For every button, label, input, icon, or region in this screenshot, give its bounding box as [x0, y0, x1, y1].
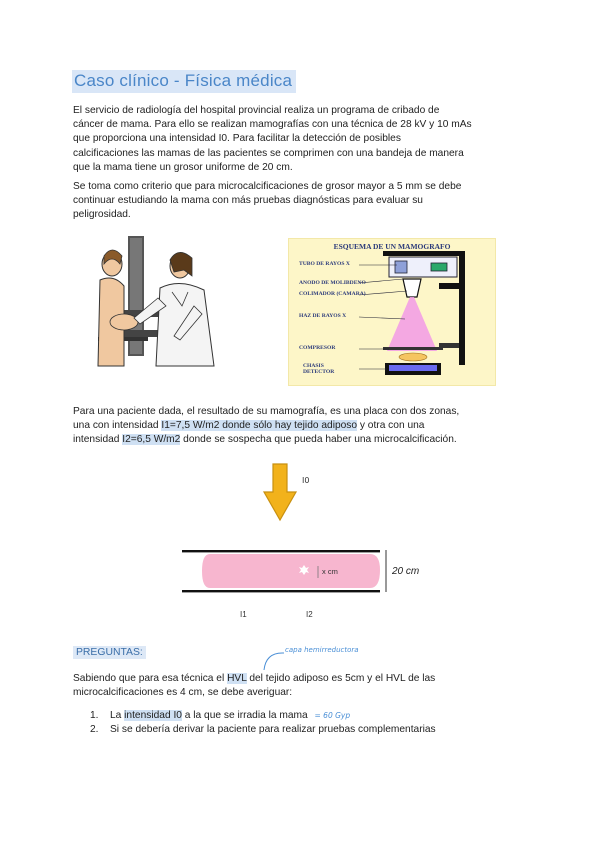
schema-label-compressor: COMPRESOR — [299, 345, 336, 351]
i1-highlight: I1=7,5 W/m2 donde sólo hay tejido adiposo — [161, 420, 358, 432]
text-span: del tejido adiposo es 5cm y el HVL de las — [246, 673, 436, 684]
text-span: a la que se irradia la mama — [181, 710, 308, 721]
text-span: y otra con una — [357, 420, 425, 432]
schema-label-collimator: COLIMADOR (CAMARA) — [299, 291, 366, 297]
schema-label-beam: HAZ DE RAYOS X — [299, 313, 347, 319]
patient-line: Para una paciente dada, el resultado de su mamografía, es una placa con dos zonas, — [73, 406, 460, 417]
text-span: La — [110, 710, 125, 721]
questions-intro-line: microcalcificaciones es 4 cm, se debe averiguar: — [73, 687, 293, 699]
schema-label-anode: ANODO DE MOLIBDENO — [299, 280, 366, 286]
questions-intro-line — [73, 672, 435, 686]
criterion-line: peligrosidad. — [73, 209, 131, 221]
intro-line: que proporciona una intensidad I0. Para facilitar la detección de posibles — [73, 133, 401, 145]
intro-paragraph — [73, 104, 472, 175]
mammography-illustration — [94, 236, 228, 384]
xcm-label: x cm — [322, 567, 338, 576]
hvl-highlight: HVL — [227, 673, 247, 684]
annotation-arrow-icon — [258, 650, 288, 672]
question-number: 1. — [90, 710, 99, 721]
patient-paragraph — [73, 405, 459, 448]
attenuation-figure — [180, 462, 430, 622]
criterion-paragraph — [73, 180, 461, 223]
intro-line: cáncer de mama. Para ello se realizan mamografías con una técnica de 28 kV y 10 mAs — [73, 119, 472, 131]
questions-intro — [73, 672, 435, 700]
questions-list — [90, 709, 436, 737]
mammograph-schema — [288, 238, 496, 386]
handwritten-note: = 60 Gyp — [314, 711, 351, 720]
schema-label-detector-text: DETECTOR — [303, 369, 335, 376]
i0-highlight: intensidad I0 — [124, 710, 182, 721]
intro-line: El servicio de radiología del hospital provincial realiza un programa de cribado de — [73, 105, 440, 116]
i2-highlight: I2=6,5 W/m2 — [122, 434, 181, 446]
text-span: donde se sospecha que pueda haber una microcalcificación. — [180, 434, 457, 446]
question-item — [90, 709, 436, 723]
text-span: Si se debería derivar la paciente para realizar pruebas complementarias — [110, 724, 436, 735]
criterion-line: Se toma como criterio que para microcalcificaciones de grosor mayor a 5 mm se debe — [73, 181, 462, 192]
text-span: una con intensidad — [73, 420, 162, 432]
i0-label: I0 — [302, 476, 310, 485]
questions-heading: PREGUNTAS: — [73, 646, 146, 659]
schema-title: ESQUEMA DE UN MAMOGRAFO — [333, 242, 451, 251]
i1-label: I1 — [240, 610, 247, 619]
patient-line — [73, 433, 459, 447]
thickness-label: 20 cm — [392, 566, 420, 577]
incident-arrow-icon — [264, 464, 296, 520]
intro-line: calcificaciones las mamas de las pacientes se comprimen con una bandeja de manera — [73, 147, 464, 159]
i2-label: I2 — [306, 610, 313, 619]
page-title: Caso clínico - Física médica — [72, 70, 296, 93]
question-number: 2. — [90, 724, 99, 735]
schema-label-chassis-text: CHASIS — [303, 363, 324, 369]
text-span: intensidad — [73, 434, 123, 446]
text-span: Sabiendo que para esa técnica el — [73, 673, 228, 684]
intro-line: que la mama tiene un grosor uniforme de 20 cm. — [73, 161, 293, 173]
patient-line — [73, 419, 459, 433]
question-item — [90, 723, 436, 737]
schema-label-chassis — [303, 363, 334, 376]
schema-label-tube: TUBO DE RAYOS X — [299, 261, 350, 267]
hvl-annotation: capa hemirreductora — [285, 646, 359, 654]
criterion-line: continuar estudiando la mama con más pruebas diagnósticas para evaluar su — [73, 195, 423, 207]
